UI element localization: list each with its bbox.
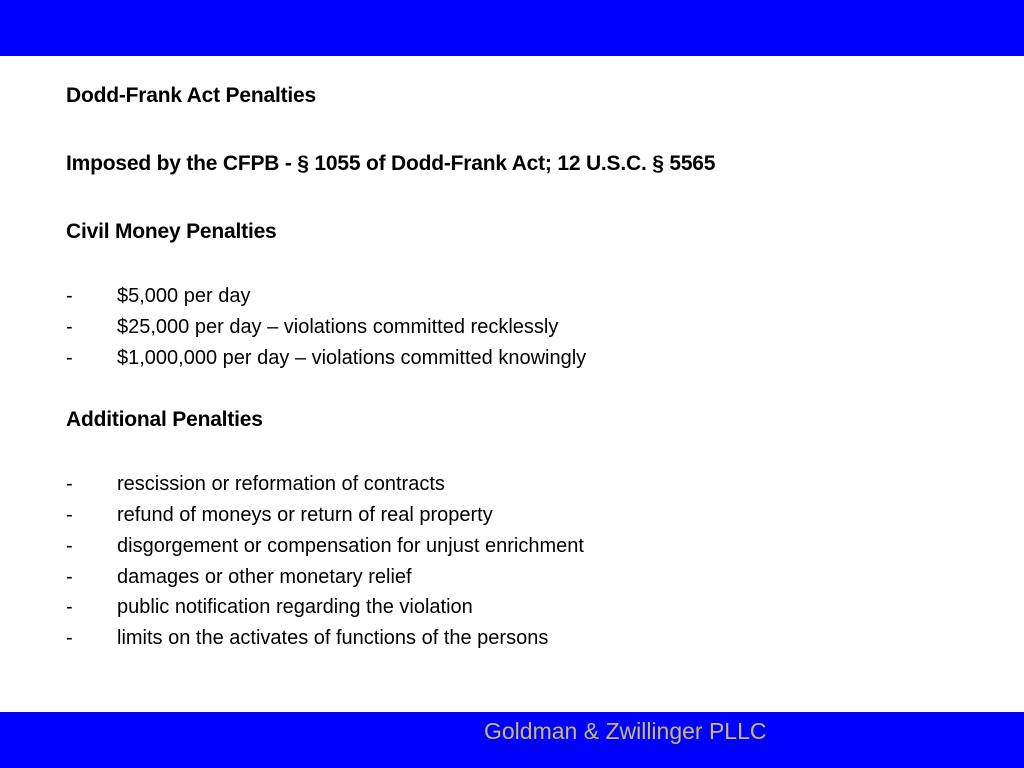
list-bullet: -	[66, 504, 73, 526]
list-item-text: $5,000 per day	[117, 285, 251, 307]
firm-name-footer: Goldman & Zwillinger PLLC	[484, 718, 767, 744]
top-banner	[0, 0, 1024, 56]
list-bullet: -	[66, 566, 73, 588]
list-item-text: rescission or reformation of contracts	[117, 473, 445, 495]
list-item-text: limits on the activates of functions of the persons	[117, 627, 549, 649]
list-bullet: -	[66, 316, 73, 338]
civil-penalties-heading: Civil Money Penalties	[66, 220, 277, 243]
list-item-text: refund of moneys or return of real property	[117, 504, 493, 526]
list-item-text: public notification regarding the violation	[117, 596, 473, 618]
list-bullet: -	[66, 596, 73, 618]
list-item-text: $25,000 per day – violations committed recklessly	[117, 316, 559, 338]
list-bullet: -	[66, 535, 73, 557]
additional-penalties-heading: Additional Penalties	[66, 408, 263, 431]
list-bullet: -	[66, 473, 73, 495]
list-bullet: -	[66, 627, 73, 649]
list-item-text: damages or other monetary relief	[117, 566, 412, 588]
list-item-text: disgorgement or compensation for unjust enrichment	[117, 535, 584, 557]
list-bullet: -	[66, 285, 73, 307]
list-bullet: -	[66, 347, 73, 369]
slide-subtitle: Imposed by the CFPB - § 1055 of Dodd-Frank Act; 12 U.S.C. § 5565	[66, 152, 716, 175]
list-item-text: $1,000,000 per day – violations committed knowingly	[117, 347, 587, 369]
slide-title: Dodd-Frank Act Penalties	[66, 84, 316, 107]
